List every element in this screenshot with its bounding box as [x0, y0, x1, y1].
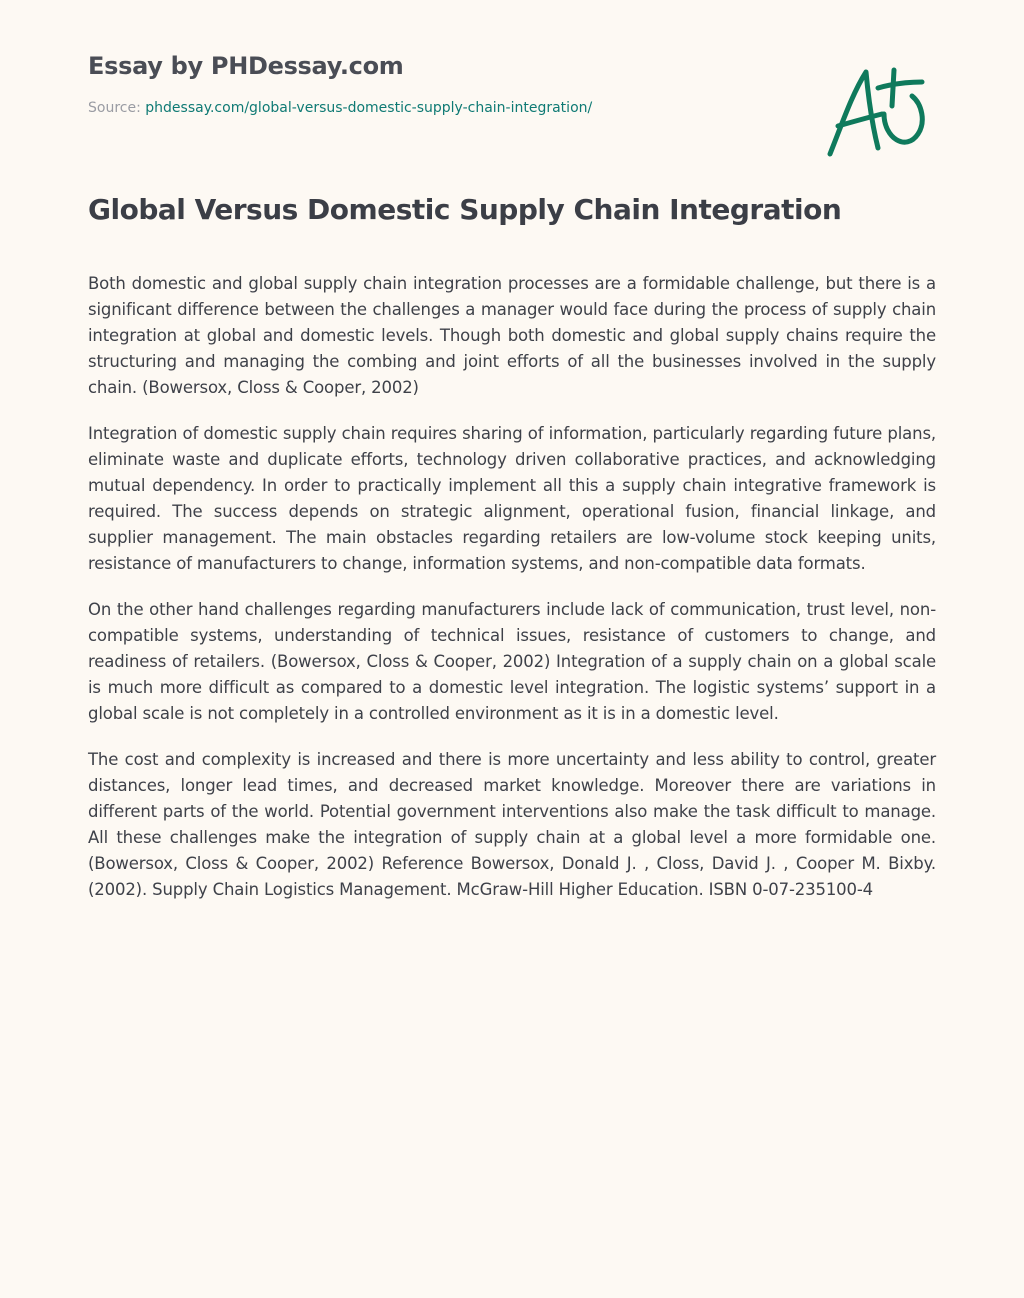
- essay-paragraph: The cost and complexity is increased and there is more uncertainty and less ability to control, greater distances, longer lead times, and decreased market knowledge. Moreover there are variations in different parts of the world. Potential government interventions also make the task difficult to manage. All these challenges make the integration of supply chain at a global level a more formidable one. (Bowersox, Closs & Cooper, 2002) Reference Bowersox, Donald J. , Closs, David J. , Cooper M. Bixby. (2002). Supply Chain Logistics Management. McGraw-Hill Higher Education. ISBN 0-07-235100-4: [88, 750, 936, 899]
- plus-vertical-stroke: [892, 70, 894, 106]
- site-brand: Essay by PHDessay.com: [88, 52, 404, 80]
- plus-horizontal-stroke: [878, 82, 922, 88]
- essay-paragraph: On the other hand challenges regarding manufacturers include lack of communication, trust level, non-compatible systems, understanding of technical issues, resistance of customers to change, and readiness of retailers. (Bowersox, Closs & Cooper, 2002) Integration of a supply chain on a global scale is much more difficult as compared to a domestic level integration. The logistic systems’ support in a global scale is not completely in a controlled environment as it is in a domestic level.: [88, 600, 936, 723]
- source-label: Source:: [88, 100, 141, 116]
- source-link[interactable]: phdessay.com/global-versus-domestic-supply-chain-integration/: [145, 100, 593, 116]
- a-plus-grade-icon: [822, 64, 932, 160]
- essay-paragraph: Both domestic and global supply chain integration processes are a formidable challenge, but there is a significant difference between the challenges a manager would face during the process of supply chain integration at global and domestic levels. Though both domestic and global supply chains require the structuring and managing the combing and joint efforts of all the businesses involved in the supply chain. (Bowersox, Closs & Cooper, 2002): [88, 274, 936, 397]
- page-title: Global Versus Domestic Supply Chain Integration: [88, 193, 842, 226]
- essay-paragraph: Integration of domestic supply chain requires sharing of information, particularly regarding future plans, eliminate waste and duplicate efforts, technology driven collaborative practices, and acknowledging mutual dependency. In order to practically implement all this a supply chain integrative framework is required. The success depends on strategic alignment, operational fusion, financial linkage, and supplier management. The main obstacles regarding retailers are low-volume stock keeping units, resistance of manufacturers to change, information systems, and non-compatible data formats.: [88, 424, 936, 573]
- essay-body: [88, 271, 936, 923]
- a-letter-stroke: [830, 72, 878, 154]
- source-line: [88, 98, 728, 118]
- page-header: [88, 50, 728, 118]
